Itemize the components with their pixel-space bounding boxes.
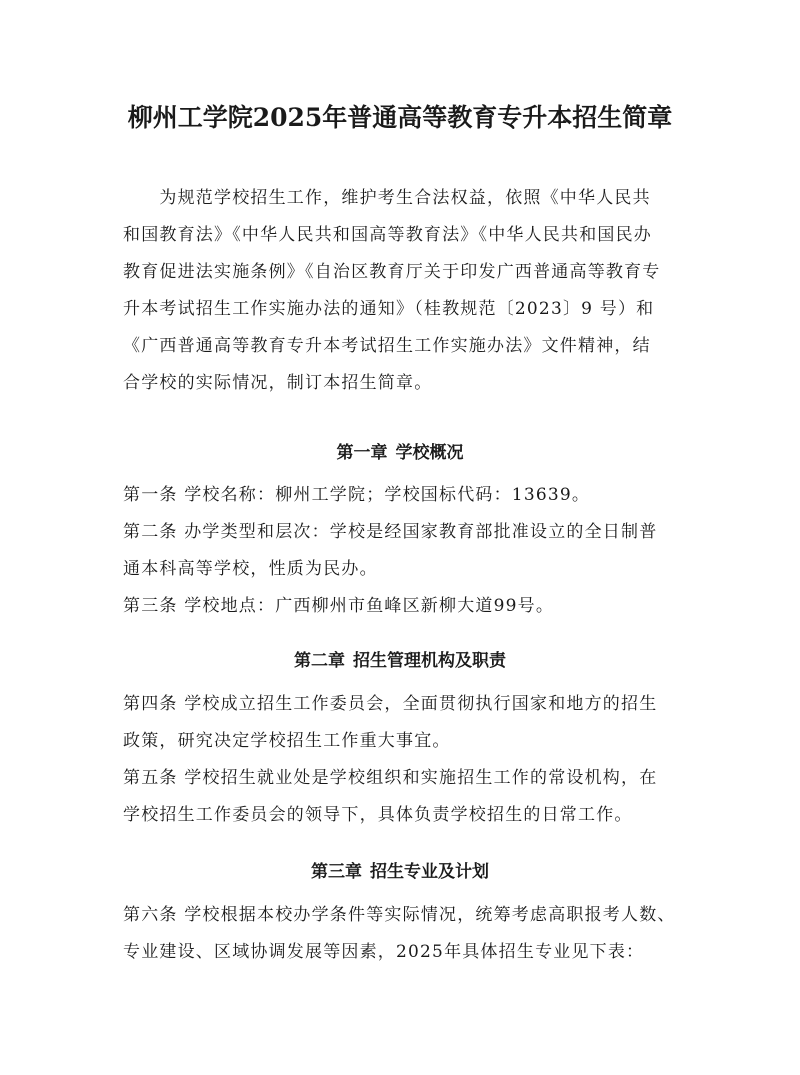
intro-line: 教育促进法实施条例》《自治区教育厅关于印发广西普通高等教育专 [123,262,661,282]
intro-line: 和国教育法》《中华人民共和国高等教育法》《中华人民共和国民办 [123,225,652,245]
chapter-3-heading [0,857,800,887]
chapter-2-body [123,686,683,834]
document-title: 柳州工学院2025年普通高等教育专升本招生简章 [127,103,673,132]
chapter-2-title: 招生管理机构及职责 [353,651,506,671]
chapter-3-number: 第三章 [311,862,362,882]
article-line: 学校招生工作委员会的领导下，具体负责学校招生的日常工作。 [123,805,633,825]
article-line: 第五条 学校招生就业处是学校组织和实施招生工作的常设机构，在 [123,768,658,788]
article-line: 第二条 办学类型和层次：学校是经国家教育部批准设立的全日制普 [123,522,658,542]
intro-line: 为规范学校招生工作，维护考生合法权益，依照《中华人民共 [123,188,651,208]
chapter-1-title: 学校概况 [395,443,464,463]
article-line: 第三条 学校地点：广西柳州市鱼峰区新柳大道99号。 [123,596,555,616]
intro-line: 升本考试招生工作实施办法的通知》（桂教规范〔2023〕9 号）和 [123,299,655,319]
article-line: 通本科高等学校，性质为民办。 [123,559,378,579]
article-line: 第四条 学校成立招生工作委员会，全面贯彻执行国家和地方的招生 [123,694,658,714]
chapter-2-number: 第二章 [294,651,345,671]
chapter-1-heading [0,438,800,468]
article-line: 政策，研究决定学校招生工作重大事宜。 [123,731,451,751]
article-line: 第一条 学校名称：柳州工学院；学校国标代码：13639。 [123,485,591,505]
chapter-1-body [123,477,683,625]
chapter-3-title: 招生专业及计划 [370,862,489,882]
chapter-3-body [123,897,683,971]
intro-line: 《广西普通高等教育专升本考试招生工作实施办法》文件精神，结 [123,336,651,356]
intro-paragraph [123,180,683,402]
chapter-2-heading [0,646,800,676]
article-line: 专业建设、区域协调发展等因素，2025年具体招生专业见下表： [123,942,645,962]
chapter-1-number: 第一章 [336,443,388,463]
intro-line: 合学校的实际情况，制订本招生简章。 [123,373,433,393]
article-line: 第六条 学校根据本校办学条件等实际情况，统筹考虑高职报考人数、 [123,905,676,925]
